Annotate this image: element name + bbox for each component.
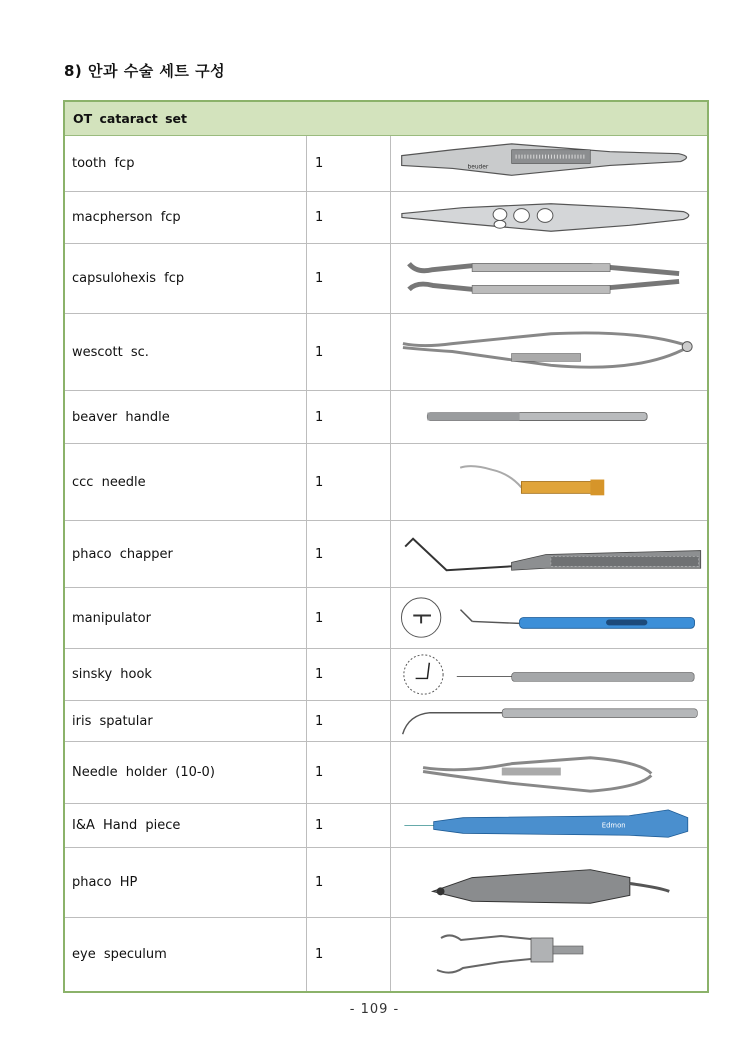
instrument-qty: 1 [307, 588, 391, 648]
instrument-name: phaco HP [65, 848, 307, 917]
table-header: OT cataract set [65, 102, 707, 136]
table-row [65, 742, 707, 804]
phaco-chopper-icon [391, 521, 707, 587]
instrument-qty: 1 [307, 444, 391, 520]
instrument-name: macpherson fcp [65, 192, 307, 243]
instrument-name: ccc needle [65, 444, 307, 520]
instrument-qty: 1 [307, 804, 391, 847]
table-row [65, 804, 707, 848]
brand-label: beuder [467, 164, 489, 171]
table-row [65, 649, 707, 701]
instrument-qty: 1 [307, 848, 391, 917]
instrument-name: phaco chapper [65, 521, 307, 587]
instrument-name: I&A Hand piece [65, 804, 307, 847]
table-row [65, 244, 707, 314]
instrument-name: beaver handle [65, 391, 307, 443]
table-row [65, 848, 707, 918]
ccc-needle-icon [391, 444, 707, 520]
table-row [65, 136, 707, 192]
table-row [65, 314, 707, 391]
beaver-handle-icon [391, 391, 707, 443]
instrument-name: eye speculum [65, 918, 307, 991]
brand-label: Edmon [601, 821, 626, 830]
iris-spatula-icon [391, 701, 707, 741]
instrument-qty: 1 [307, 521, 391, 587]
instrument-name: iris spatular [65, 701, 307, 741]
section-heading: 8) 안과 수술 세트 구성 [64, 62, 226, 80]
table-row [65, 918, 707, 991]
instrument-qty: 1 [307, 192, 391, 243]
needle-holder-icon [391, 742, 707, 803]
instrument-qty: 1 [307, 244, 391, 313]
instrument-qty: 1 [307, 314, 391, 390]
instrument-qty: 1 [307, 391, 391, 443]
capsulorhexis-forceps-icon [391, 244, 707, 313]
table-row [65, 444, 707, 521]
instrument-qty: 1 [307, 918, 391, 991]
table-row [65, 192, 707, 244]
westcott-scissors-icon [391, 314, 707, 390]
phaco-handpiece-icon [391, 848, 707, 917]
ia-handpiece-icon [391, 804, 707, 847]
instrument-name: sinsky hook [65, 649, 307, 700]
sinskey-hook-icon [391, 649, 707, 700]
instrument-name: manipulator [65, 588, 307, 648]
table-row [65, 701, 707, 742]
macpherson-forceps-icon [391, 192, 707, 243]
instrument-name: tooth fcp [65, 136, 307, 191]
instrument-table [63, 100, 709, 993]
instrument-name: wescott sc. [65, 314, 307, 390]
table-row [65, 391, 707, 444]
instrument-qty: 1 [307, 649, 391, 700]
instrument-qty: 1 [307, 701, 391, 741]
table-row [65, 521, 707, 588]
instrument-name: Needle holder (10-0) [65, 742, 307, 803]
instrument-qty: 1 [307, 136, 391, 191]
manipulator-icon [391, 588, 707, 648]
instrument-qty: 1 [307, 742, 391, 803]
instrument-name: capsulohexis fcp [65, 244, 307, 313]
tooth-forceps-icon [391, 136, 707, 191]
eye-speculum-icon [391, 918, 707, 991]
page-number: - 109 - [349, 1002, 400, 1017]
table-row [65, 588, 707, 649]
